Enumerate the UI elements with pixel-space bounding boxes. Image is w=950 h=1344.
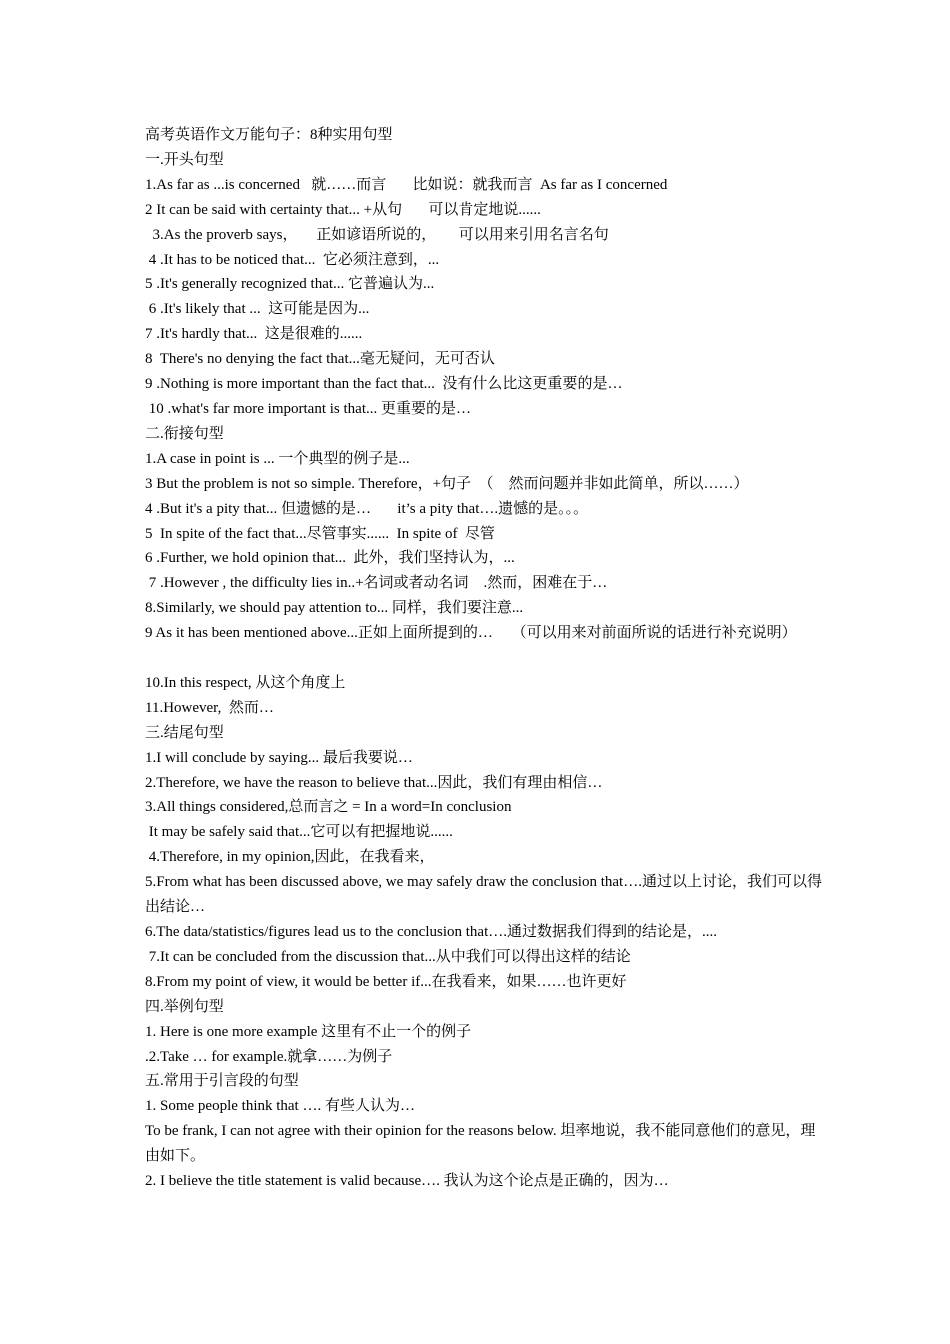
text-line: 1.I will conclude by saying... 最后我要说… — [145, 749, 413, 766]
text-line: 2.Therefore, we have the reason to believe that...因此，我们有理由相信… — [145, 774, 603, 791]
text-line: 3.All things considered,总而言之 = In a word=In conclusion — [145, 799, 512, 816]
text-line: 1. Some people think that …. 有些人认为… — [145, 1098, 415, 1115]
text-paragraph: To be frank, I can not agree with their opinion for the reasons below. 坦率地说，我不能同意他们的意见，理由如下。 — [145, 1123, 816, 1165]
text-line: 4 .But it's a pity that... 但遗憾的是… it’s a pity that….遗憾的是。。。 — [145, 500, 589, 517]
text-line: 8.From my point of view, it would be better if...在我看来，如果……也许更好 — [145, 973, 627, 990]
blank-line — [145, 646, 825, 671]
text-line: 4 .It has to be noticed that... 它必须注意到，... — [145, 251, 440, 268]
document-title: 高考英语作文万能句子：8种实用句型 — [145, 127, 393, 143]
text-line: 1.As far as ...is concerned 就……而言 比如说：就我而言 As far as I concerned — [145, 176, 668, 193]
text-line: 3 But the problem is not so simple. Therefore，+句子 （ 然而问题并非如此简单，所以……） — [145, 475, 749, 492]
section-heading: 四.举例句型 — [145, 998, 224, 1015]
text-line: 6.The data/statistics/figures lead us to the conclusion that….通过数据我们得到的结论是，.... — [145, 923, 718, 940]
section-heading: 一.开头句型 — [145, 151, 224, 168]
text-line: 1.A case in point is ... 一个典型的例子是... — [145, 450, 410, 467]
text-line: 4.Therefore, in my opinion,因此，在我看来， — [145, 849, 435, 866]
text-paragraph: 9 As it has been mentioned above...正如上面所提到的… （可以用来对前面所说的话进行补充说明） — [145, 625, 797, 642]
text-line: 11.However, 然而… — [145, 699, 274, 716]
document-body — [145, 123, 825, 1194]
text-line: 10 .what's far more important is that... 更重要的是… — [145, 400, 471, 417]
text-line: It may be safely said that...它可以有把握地说...... — [145, 824, 453, 841]
text-line: 2 It can be said with certainty that... +从句 可以肯定地说...... — [145, 201, 541, 218]
text-line: 3.As the proverb says， 正如谚语所说的， 可以用来引用名言名句 — [145, 226, 609, 243]
text-line: 6 .Further, we hold opinion that... 此外，我们坚持认为，... — [145, 550, 515, 567]
text-line: 6 .It's likely that ... 这可能是因为... — [145, 301, 370, 318]
text-line: 9 .Nothing is more important than the fact that... 没有什么比这更重要的是… — [145, 376, 623, 393]
text-line: 7 .It's hardly that... 这是很难的...... — [145, 326, 363, 343]
text-line: 5 .It's generally recognized that... 它普遍认为... — [145, 276, 435, 293]
text-line: 1. Here is one more example 这里有不止一个的例子 — [145, 1023, 472, 1040]
text-line: .2.Take … for example.就拿……为例子 — [145, 1048, 393, 1065]
text-line: 8.Similarly, we should pay attention to... 同样，我们要注意... — [145, 600, 524, 617]
section-heading: 二.衔接句型 — [145, 425, 224, 442]
text-line: 7 .However , the difficulty lies in..+名词或者动名词 .然而，困难在于… — [145, 575, 608, 592]
section-heading: 五.常用于引言段的句型 — [145, 1073, 299, 1090]
text-line: 10.In this respect, 从这个角度上 — [145, 674, 346, 691]
text-line: 2. I believe the title statement is valid because…. 我认为这个论点是正确的，因为… — [145, 1173, 669, 1190]
text-paragraph: 5.From what has been discussed above, we may safely draw the conclusion that….通过以上讨论，我们可以得出结论… — [145, 874, 822, 916]
text-line: 5 In spite of the fact that...尽管事实...... In spite of 尽管 — [145, 525, 495, 542]
text-line: 7.It can be concluded from the discussion that...从中我们可以得出这样的结论 — [145, 948, 631, 965]
section-heading: 三.结尾句型 — [145, 724, 224, 741]
text-line: 8 There's no denying the fact that...毫无疑问，无可否认 — [145, 351, 495, 368]
